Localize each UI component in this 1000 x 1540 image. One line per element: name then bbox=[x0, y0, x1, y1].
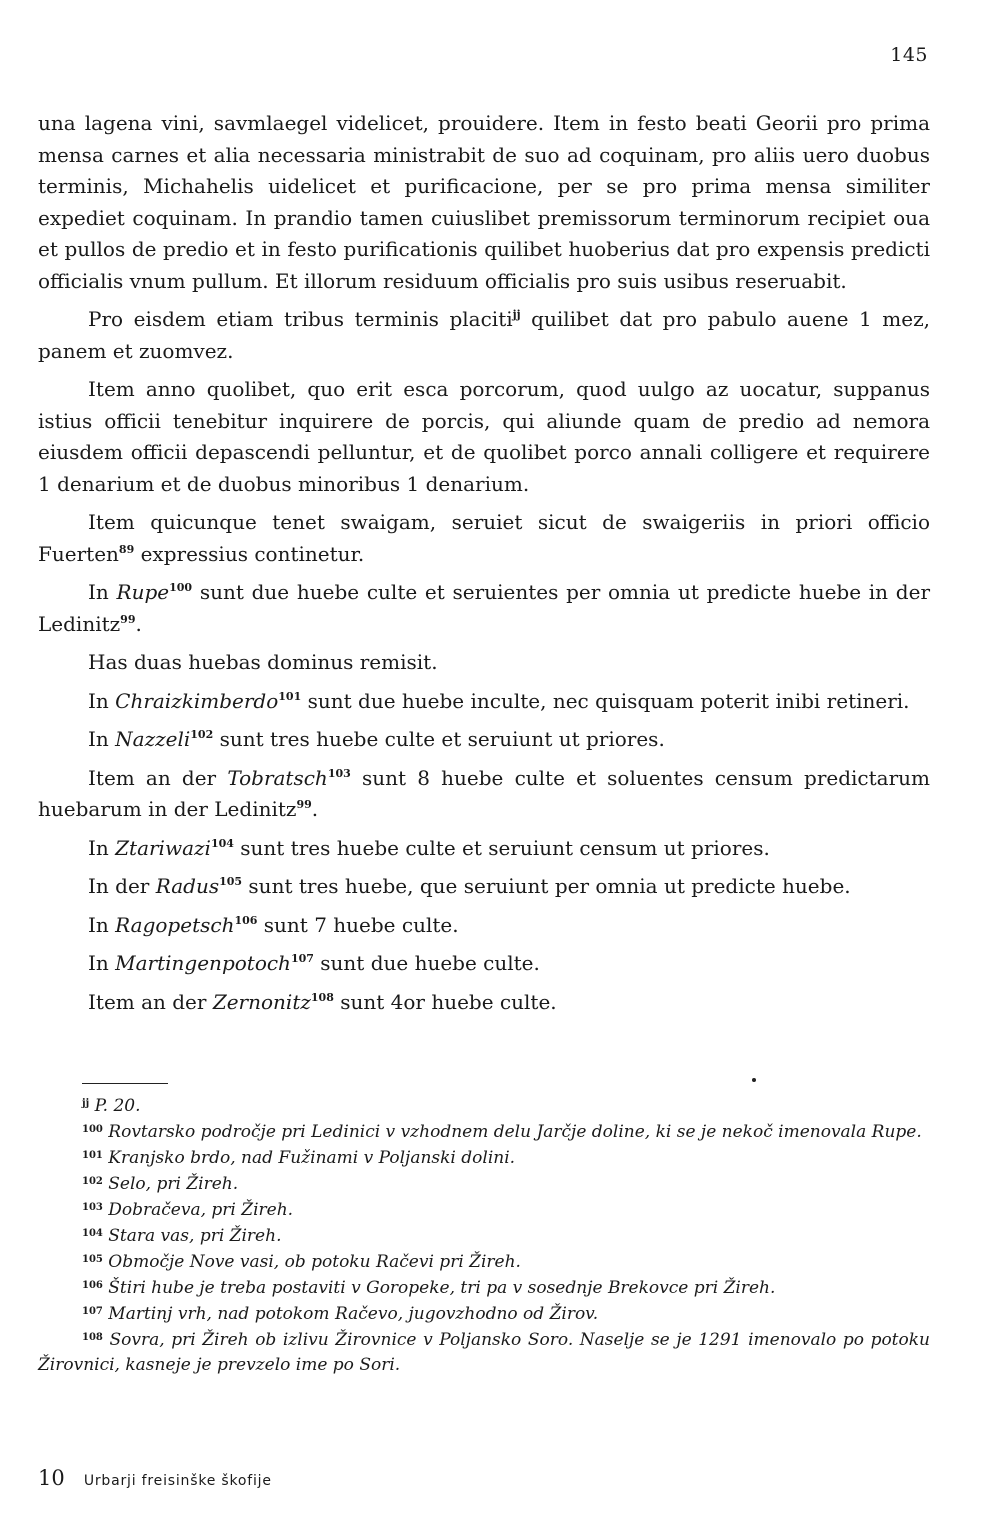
paragraph-2: Pro eisdem etiam tribus terminis placiti$^{jj}$ quilibet dat pro pabulo auene 1 mez, panem et zuomvez. bbox=[38, 307, 930, 363]
page-number: 145 bbox=[890, 44, 928, 66]
main-text bbox=[38, 108, 930, 1025]
footnote: $^{103}$ Dobračeva, pri Žireh. bbox=[82, 1200, 294, 1220]
footnote: $^{102}$ Selo, pri Žireh. bbox=[82, 1174, 239, 1194]
paragraph-12: In Ragopetsch$^{106}$ sunt 7 huebe culte. bbox=[88, 912, 459, 937]
paragraph-4: Item quicunque tenet swaigam, seruiet sicut de swaigeriis in priori officio Fuerten$^{89}$ expressius continetur. bbox=[38, 510, 930, 566]
footnote: $^{100}$ Rovtarsko področje pri Ledinici v vzhodnem delu Jarčje doline, ki se je nekoč imenovala Rupe. bbox=[82, 1122, 922, 1142]
footnote-divider bbox=[82, 1083, 168, 1084]
footnote: $^{jj}$ P. 20. bbox=[82, 1096, 141, 1116]
footnote: $^{107}$ Martinj vrh, nad potokom Račevo, jugovzhodno od Žirov. bbox=[82, 1304, 599, 1324]
paragraph-1: una lagena vini, savmlaegel videlicet, prouidere. Item in festo beati Georii pro prima mensa carnes et alia necessaria ministrabit de suo ad coquinam, pro aliis uero duobus terminis, Michahelis uidelicet et purificacione, per se pro prima mensa similiter expediet coquinam. In prandio tamen cuiuslibet premissorum terminorum recipiet oua et pullos de predio et in festo purificationis quilibet huoberius dat pro expensis predicti officialis vnum pullum. Et illorum residuum officialis pro suis usibus reseruabit. bbox=[38, 111, 930, 293]
paragraph-10: In Ztariwazi$^{104}$ sunt tres huebe culte et seruiunt censum ut priores. bbox=[88, 835, 770, 860]
folio-number: 10 bbox=[38, 1466, 65, 1490]
stray-mark bbox=[752, 1078, 756, 1082]
footnote: $^{101}$ Kranjsko brdo, nad Fužinami v Poljanski dolini. bbox=[82, 1148, 516, 1168]
paragraph-9: Item an der Tobratsch$^{103}$ sunt 8 huebe culte et soluentes censum predictarum huebarum in der Ledinitz$^{99}$. bbox=[38, 765, 930, 821]
footnote: $^{106}$ Štiri hube je treba postaviti v Goropeke, tri pa v sosednje Brekovce pri Žireh. bbox=[82, 1278, 776, 1298]
footnote: $^{104}$ Stara vas, pri Žireh. bbox=[82, 1226, 282, 1246]
paragraph-3: Item anno quolibet, quo erit esca porcorum, quod uulgo az uocatur, suppanus istius officii tenebitur inquirere de porcis, qui aliunde quam de predio ad nemora eiusdem officii depascendi pelluntur, et de quolibet porco annali colligere et requirere 1 denarium et de duobus minoribus 1 denarium. bbox=[38, 377, 930, 496]
running-title: Urbarji freisinške škofije bbox=[83, 1473, 272, 1489]
paragraph-11: In der Radus$^{105}$ sunt tres huebe, que seruiunt per omnia ut predicte huebe. bbox=[88, 874, 851, 898]
paragraph-7: In Chraizkimberdo$^{101}$ sunt due huebe inculte, nec quisquam poterit inibi retineri. bbox=[88, 688, 910, 713]
footnote: $^{105}$ Območje Nove vasi, ob potoku Račevi pri Žireh. bbox=[82, 1252, 521, 1272]
page-footer bbox=[38, 1466, 272, 1490]
paragraph-13: In Martingenpotoch$^{107}$ sunt due huebe culte. bbox=[88, 951, 540, 975]
paragraph-14: Item an der Zernonitz$^{108}$ sunt 4or huebe culte. bbox=[88, 989, 557, 1014]
paragraph-6: Has duas huebas dominus remisit. bbox=[88, 650, 438, 674]
paragraph-5: In Rupe$^{100}$ sunt due huebe culte et seruientes per omnia ut predicte huebe in der Ledinitz$^{99}$. bbox=[38, 580, 931, 636]
footnotes bbox=[38, 1094, 930, 1379]
footnote: $^{108}$ Sovra, pri Žireh ob izlivu Žirovnice v Poljansko Soro. Naselje se je 1291 imenovalo po potoku Žirovnici, kasneje je prevzelo ime po Sori. bbox=[38, 1330, 931, 1375]
paragraph-8: In Nazzeli$^{102}$ sunt tres huebe culte et seruiunt ut priores. bbox=[88, 727, 665, 751]
